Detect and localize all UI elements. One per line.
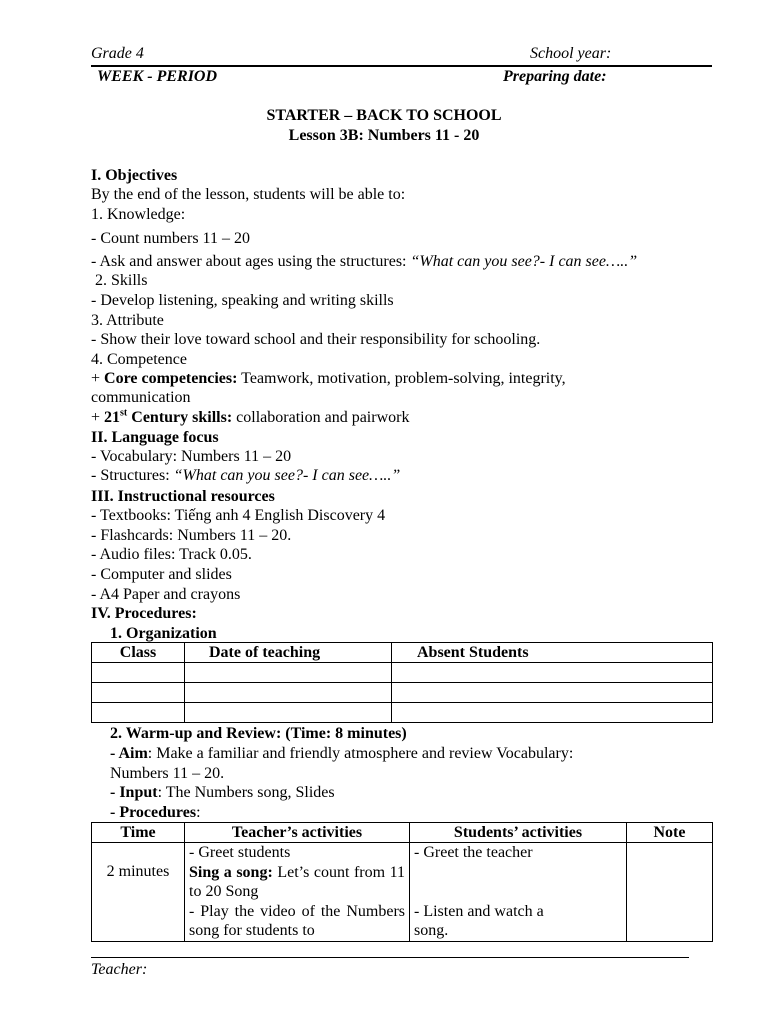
century-label: Century skills: — [127, 409, 233, 426]
table-row — [92, 663, 713, 683]
unit-title: STARTER – BACK TO SCHOOL — [266, 107, 502, 124]
table-cell — [392, 663, 713, 683]
song-label: Sing a song: — [189, 863, 273, 881]
knowledge-heading: 1. Knowledge: — [91, 206, 186, 223]
century-prefix: + — [91, 409, 105, 426]
warmup-aim-cont: Numbers 11 – 20. — [110, 765, 225, 782]
resource-item: - A4 Paper and crayons — [91, 586, 241, 603]
header-rule — [91, 65, 712, 67]
col-teacher: Teacher’s activities — [185, 823, 410, 843]
note-cell — [627, 843, 713, 942]
preparing-date-label: Preparing date: — [503, 68, 607, 85]
table-cell — [92, 663, 185, 683]
teacher-cell — [185, 843, 410, 942]
organization-heading: 1. Organization — [110, 625, 217, 642]
table-cell — [392, 703, 713, 723]
resource-item: - Computer and slides — [91, 566, 232, 583]
century-skills — [91, 408, 409, 427]
knowledge-item-2-quote: “What can you see?- I can see…..” — [410, 253, 638, 270]
footer-rule — [91, 957, 689, 958]
language-structures — [91, 466, 400, 485]
century-text: collaboration and pairwork — [232, 409, 410, 426]
table-cell — [392, 683, 713, 703]
warmup-procedures — [110, 803, 201, 822]
century-sup: st — [120, 407, 128, 419]
col-students: Students’ activities — [410, 823, 627, 843]
warmup-input — [110, 783, 335, 802]
input-text: : The Numbers song, Slides — [157, 784, 335, 801]
table-cell — [92, 683, 185, 703]
school-year-label: School year: — [530, 45, 612, 62]
spacer — [414, 863, 622, 902]
col-class: Class — [92, 643, 185, 663]
table-row — [92, 843, 713, 942]
language-vocab: - Vocabulary: Numbers 11 – 20 — [91, 448, 292, 465]
input-label: - Input — [110, 784, 158, 801]
warmup-heading: 2. Warm-up and Review: (Time: 8 minutes) — [110, 725, 407, 742]
core-label: Core competencies: — [104, 370, 238, 387]
table-cell — [185, 703, 392, 723]
time-cell: 2 minutes — [92, 843, 185, 942]
aim-label: - Aim — [110, 745, 148, 762]
col-time: Time — [92, 823, 185, 843]
knowledge-item-2 — [91, 252, 637, 271]
attribute-item-1: - Show their love toward school and their responsibility for schooling. — [91, 331, 541, 348]
col-date: Date of teaching — [185, 643, 392, 663]
week-period-label: WEEK - PERIOD — [97, 68, 218, 85]
table-cell — [185, 683, 392, 703]
resources-heading: III. Instructional resources — [91, 488, 275, 505]
table-row — [92, 683, 713, 703]
teacher-activity: - Greet students — [189, 844, 291, 861]
core-competencies-cont: communication — [91, 389, 191, 406]
century-number: 21 — [104, 409, 121, 426]
language-heading: II. Language focus — [91, 429, 219, 446]
knowledge-item-2-text: - Ask and answer about ages using the structures: — [91, 253, 411, 270]
core-text: Teamwork, motivation, problem-solving, integrity, — [237, 370, 566, 387]
aim-text: : Make a familiar and friendly atmosphere and review Vocabulary: — [147, 745, 574, 762]
skills-item-1: - Develop listening, speaking and writing skills — [91, 292, 394, 309]
table-row — [92, 703, 713, 723]
structures-text: - Structures: — [91, 467, 174, 484]
lesson-title: Lesson 3B: Numbers 11 - 20 — [288, 127, 480, 144]
student-activity: - Listen and watch a song. — [414, 902, 544, 939]
grade-label: Grade 4 — [91, 45, 144, 62]
procedures-colon: : — [196, 804, 201, 821]
students-cell — [410, 843, 627, 942]
activities-table — [91, 822, 713, 942]
table-header-row — [92, 823, 713, 843]
objectives-heading: I. Objectives — [91, 167, 178, 184]
core-prefix: + — [91, 370, 105, 387]
skills-heading: 2. Skills — [91, 272, 148, 289]
col-absent: Absent Students — [392, 643, 713, 663]
structures-quote: “What can you see?- I can see…..” — [173, 467, 401, 484]
organization-table — [91, 642, 713, 723]
table-cell — [92, 703, 185, 723]
objectives-intro: By the end of the lesson, students will be able to: — [91, 186, 406, 203]
competence-heading: 4. Competence — [91, 351, 187, 368]
core-competencies — [91, 369, 566, 388]
teacher-activity — [189, 863, 405, 902]
table-cell — [185, 663, 392, 683]
attribute-heading: 3. Attribute — [91, 312, 164, 329]
procedures-label: - Procedures — [110, 804, 197, 821]
warmup-aim — [110, 744, 573, 763]
resource-item: - Audio files: Track 0.05. — [91, 546, 252, 563]
teacher-activity: - Play the video of the Numbers song for students to — [189, 902, 405, 939]
table-header-row — [92, 643, 713, 663]
procedures-heading: IV. Procedures: — [91, 605, 197, 622]
student-activity: - Greet the teacher — [414, 844, 533, 861]
resource-item: - Textbooks: Tiếng anh 4 English Discovery 4 — [91, 507, 386, 524]
knowledge-item-1: - Count numbers 11 – 20 — [91, 230, 250, 247]
teacher-footer-label: Teacher: — [91, 961, 148, 978]
col-note: Note — [627, 823, 713, 843]
song-text: Let’s count from 11 to 20 Song — [189, 863, 405, 900]
resource-item: - Flashcards: Numbers 11 – 20. — [91, 527, 292, 544]
